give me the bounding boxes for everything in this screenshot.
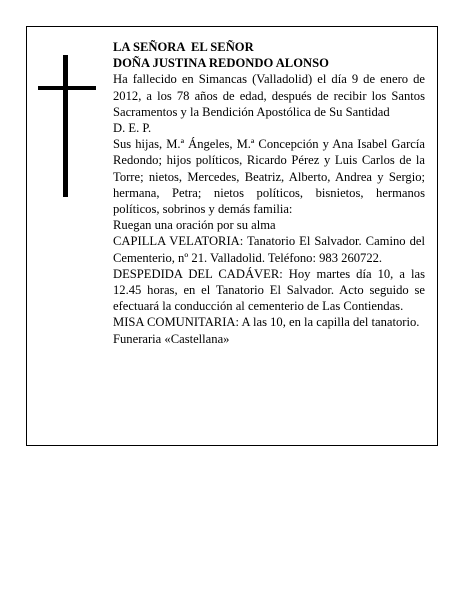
rip-text: D. E. P. — [113, 121, 152, 136]
deceased-name: DOÑA JUSTINA REDONDO ALONSO — [113, 56, 329, 71]
death-announcement: Ha fallecido en Simancas (Valladolid) el día 9 de enero de 2012, a los 78 años de edad, después de recibir los Santos Sacramentos y la Bendición Apostólica de Su Santidad — [113, 72, 425, 119]
chapel-info: CAPILLA VELATORIA: Tanatorio El Salvador. Camino del Cementerio, nº 21. Valladolid. Teléfono: 983 260722. — [113, 234, 425, 265]
mass-info: MISA COMUNITARIA: A las 10, en la capilla del tanatorio. — [113, 315, 420, 330]
prayer-request: Ruegan una oración por su alma — [113, 218, 276, 233]
family-list: Sus hijas, M.ª Ángeles, M.ª Concepción y Ana Isabel García Redondo; hijos políticos, Ricardo Pérez y Luis Carlos de la Torre; nietos, Mercedes, Beatriz, Alberto, Andrea y Sergio; hermana, Petra; nietos políticos, bisnietos, hermanos políticos, sobrinos y demás familia: — [113, 137, 425, 217]
cross-vertical-bar — [63, 55, 68, 197]
obituary-text — [113, 39, 425, 347]
header-line-1: LA SEÑORA EL SEÑOR — [113, 40, 254, 54]
cross-horizontal-bar — [38, 86, 96, 90]
cross-icon — [38, 55, 96, 197]
funeral-home: Funeraria «Castellana» — [113, 331, 230, 346]
farewell-info: DESPEDIDA DEL CADÁVER: Hoy martes día 10, a las 12.45 horas, en el Tanatorio El Salvador. Acto seguido se efectuará la conducción al cementerio de Las Contiendas. — [113, 266, 425, 314]
